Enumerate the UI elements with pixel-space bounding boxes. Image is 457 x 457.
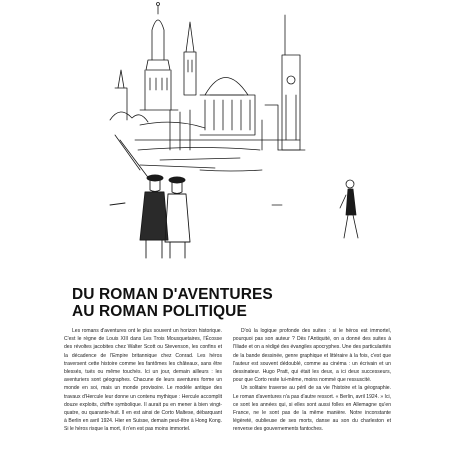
article-title	[72, 286, 392, 320]
spire-sketch	[115, 22, 196, 120]
article-title-line-1: DU ROMAN D'AVENTURES	[72, 286, 273, 303]
article-title-line-2: AU ROMAN POLITIQUE	[72, 303, 247, 320]
two-men-figures-sketch	[110, 175, 190, 258]
dome-tower-sketch	[140, 3, 178, 111]
paragraph: Un solitaire traverse au péril de sa vie l'histoire et la géographie. Le roman d'aventures n'a pas d'autre ressort. « Berlin, avril 1924. » Ici, ce sont les années qui, si elles sont aussi folles en Allemagne qu'en France, ne le sont pas de la même manière. Notre inconstante légèreté, oublieuse de ses morts, danse au son du charleston et renverse des gouvernements fantoches.	[233, 385, 391, 433]
text-column-left	[64, 327, 222, 434]
tree-sketch	[110, 112, 150, 180]
walking-woman-sketch	[340, 180, 358, 238]
clock-tower-sketch	[262, 15, 305, 150]
paragraph: Les romans d'aventures ont le plus souvent un horizon historique. C'est le règne de Louis XIII dans Les Trois Mousquetaires, l'Écosse des révoltes jacobites chez Walter Scott ou Stevenson, les confins et la décadence de l'Empire britannique chez Conrad. Les héros traversent cette histoire comme les fantômes les châteaux, sans être blessés, tués ou même touchés. Ici un jour, demain ailleurs : les aventuriers sont géographes. Chacune de leurs aventures forme un monde en soi, mais un monde provisoire. Le modèle antique des travaux d'Hercule leur donne un contenu mythique : Hercule accomplit douze exploits, chiffre symbolique. Il aurait pu en mener à bien vingt-quatre, ou quarante-huit. Il en est ainsi de Corto Maltese, débarquant à Berlin en avril 1924. Hier en Suisse, demain peut-être à Hong Kong. Si le héros risque la mort, il n'en est pas moins immortel.	[64, 328, 222, 433]
paragraph: D'où la logique profonde des suites : si le héros est immortel, pourquoi pas son auteur ? Dès l'Antiquité, on a donné des suites à l'Iliade et on a rédigé des évangiles apocryphes. Une des particularités de la bande dessinée, genre graphique et littéraire à la fois, c'est que l'auteur est souvent dédoublé, comme au cinéma : un écrivain et un dessinateur. Hugo Pratt, qui était les deux, a ici deux successeurs, pour que Corto reste lui-même, moins nommé que ressuscité.	[233, 328, 391, 384]
central-building-sketch	[135, 78, 300, 172]
text-column-right	[233, 327, 391, 434]
